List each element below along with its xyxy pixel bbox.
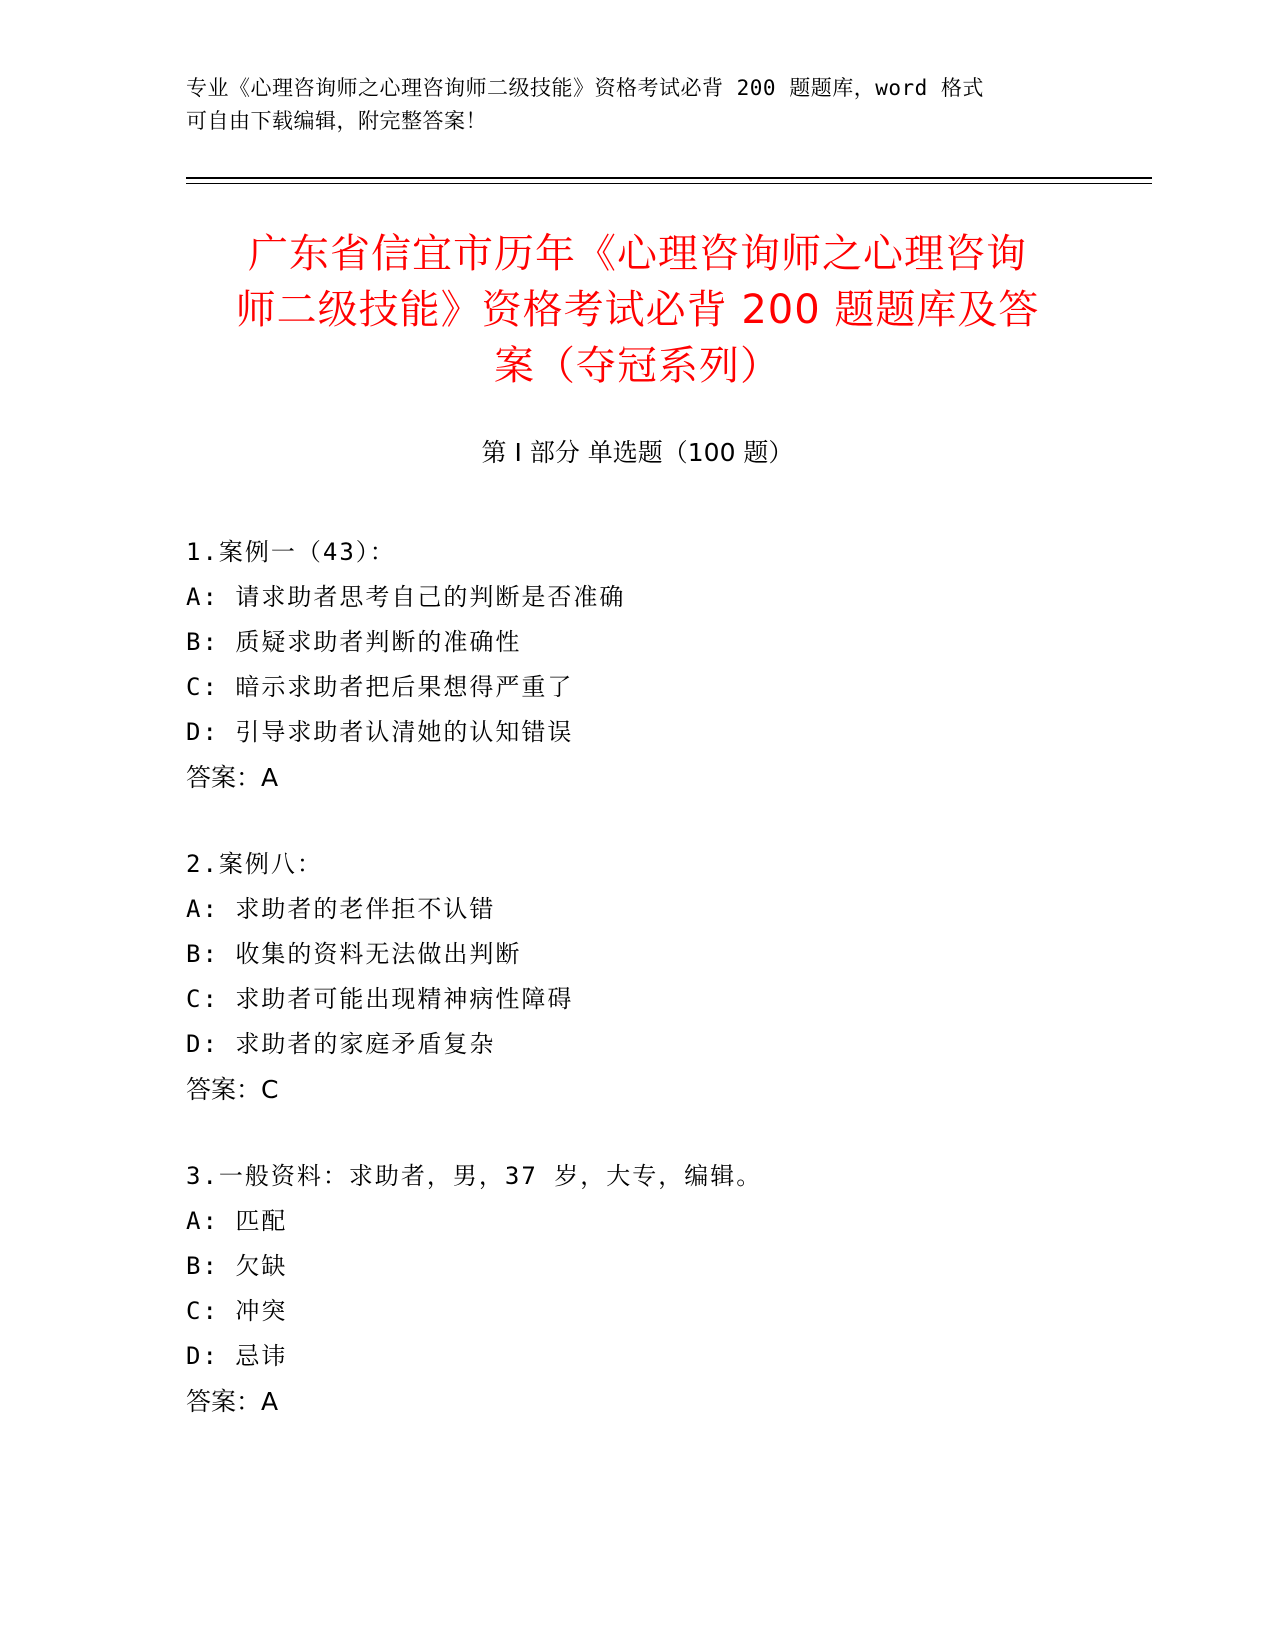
question-stem: 2.案例八： [186,850,323,878]
section-heading: 第 I 部分 单选题（100 题） [481,438,794,467]
option-b: B: 收集的资料无法做出判断 [186,940,522,968]
question-list [186,530,1086,1466]
question-answer: 答案：A [186,1387,279,1416]
header-divider-thick [186,177,1152,179]
option-a: A: 匹配 [186,1207,288,1235]
option-c: C: 冲突 [186,1297,288,1325]
document-title-line-2: 师二级技能》资格考试必背 200 题题库及答 [235,287,1040,333]
option-c: C: 求助者可能出现精神病性障碍 [186,985,574,1013]
option-b: B: 质疑求助者判断的准确性 [186,628,522,656]
question-stem: 3.一般资料：求助者，男，37 岁，大专，编辑。 [186,1162,763,1190]
question-answer: 答案：A [186,763,279,792]
question-item [186,842,1086,1112]
question-stem: 1.案例一（43）： [186,538,396,566]
option-d: D: 求助者的家庭矛盾复杂 [186,1030,496,1058]
option-c: C: 暗示求助者把后果想得严重了 [186,673,574,701]
option-d: D: 忌讳 [186,1342,288,1370]
question-answer: 答案：C [186,1075,279,1104]
option-a: A: 求助者的老伴拒不认错 [186,895,496,923]
option-d: D: 引导求助者认清她的认知错误 [186,718,574,746]
header-note-line-2: 可自由下载编辑，附完整答案！ [186,109,487,133]
option-a: A: 请求助者思考自己的判断是否准确 [186,583,626,611]
document-title-line-3: 案（夺冠系列） [494,343,781,389]
question-item [186,530,1086,800]
header-note-line-1: 专业《心理咨询师之心理咨询师二级技能》资格考试必背 200 题题库，word 格式 [186,76,984,100]
header-divider-thin [186,183,1152,184]
header-note [186,72,1066,138]
document-title [180,226,1095,394]
document-title-line-1: 广东省信宜市历年《心理咨询师之心理咨询 [248,231,1027,277]
option-b: B: 欠缺 [186,1252,288,1280]
question-item [186,1154,1086,1424]
